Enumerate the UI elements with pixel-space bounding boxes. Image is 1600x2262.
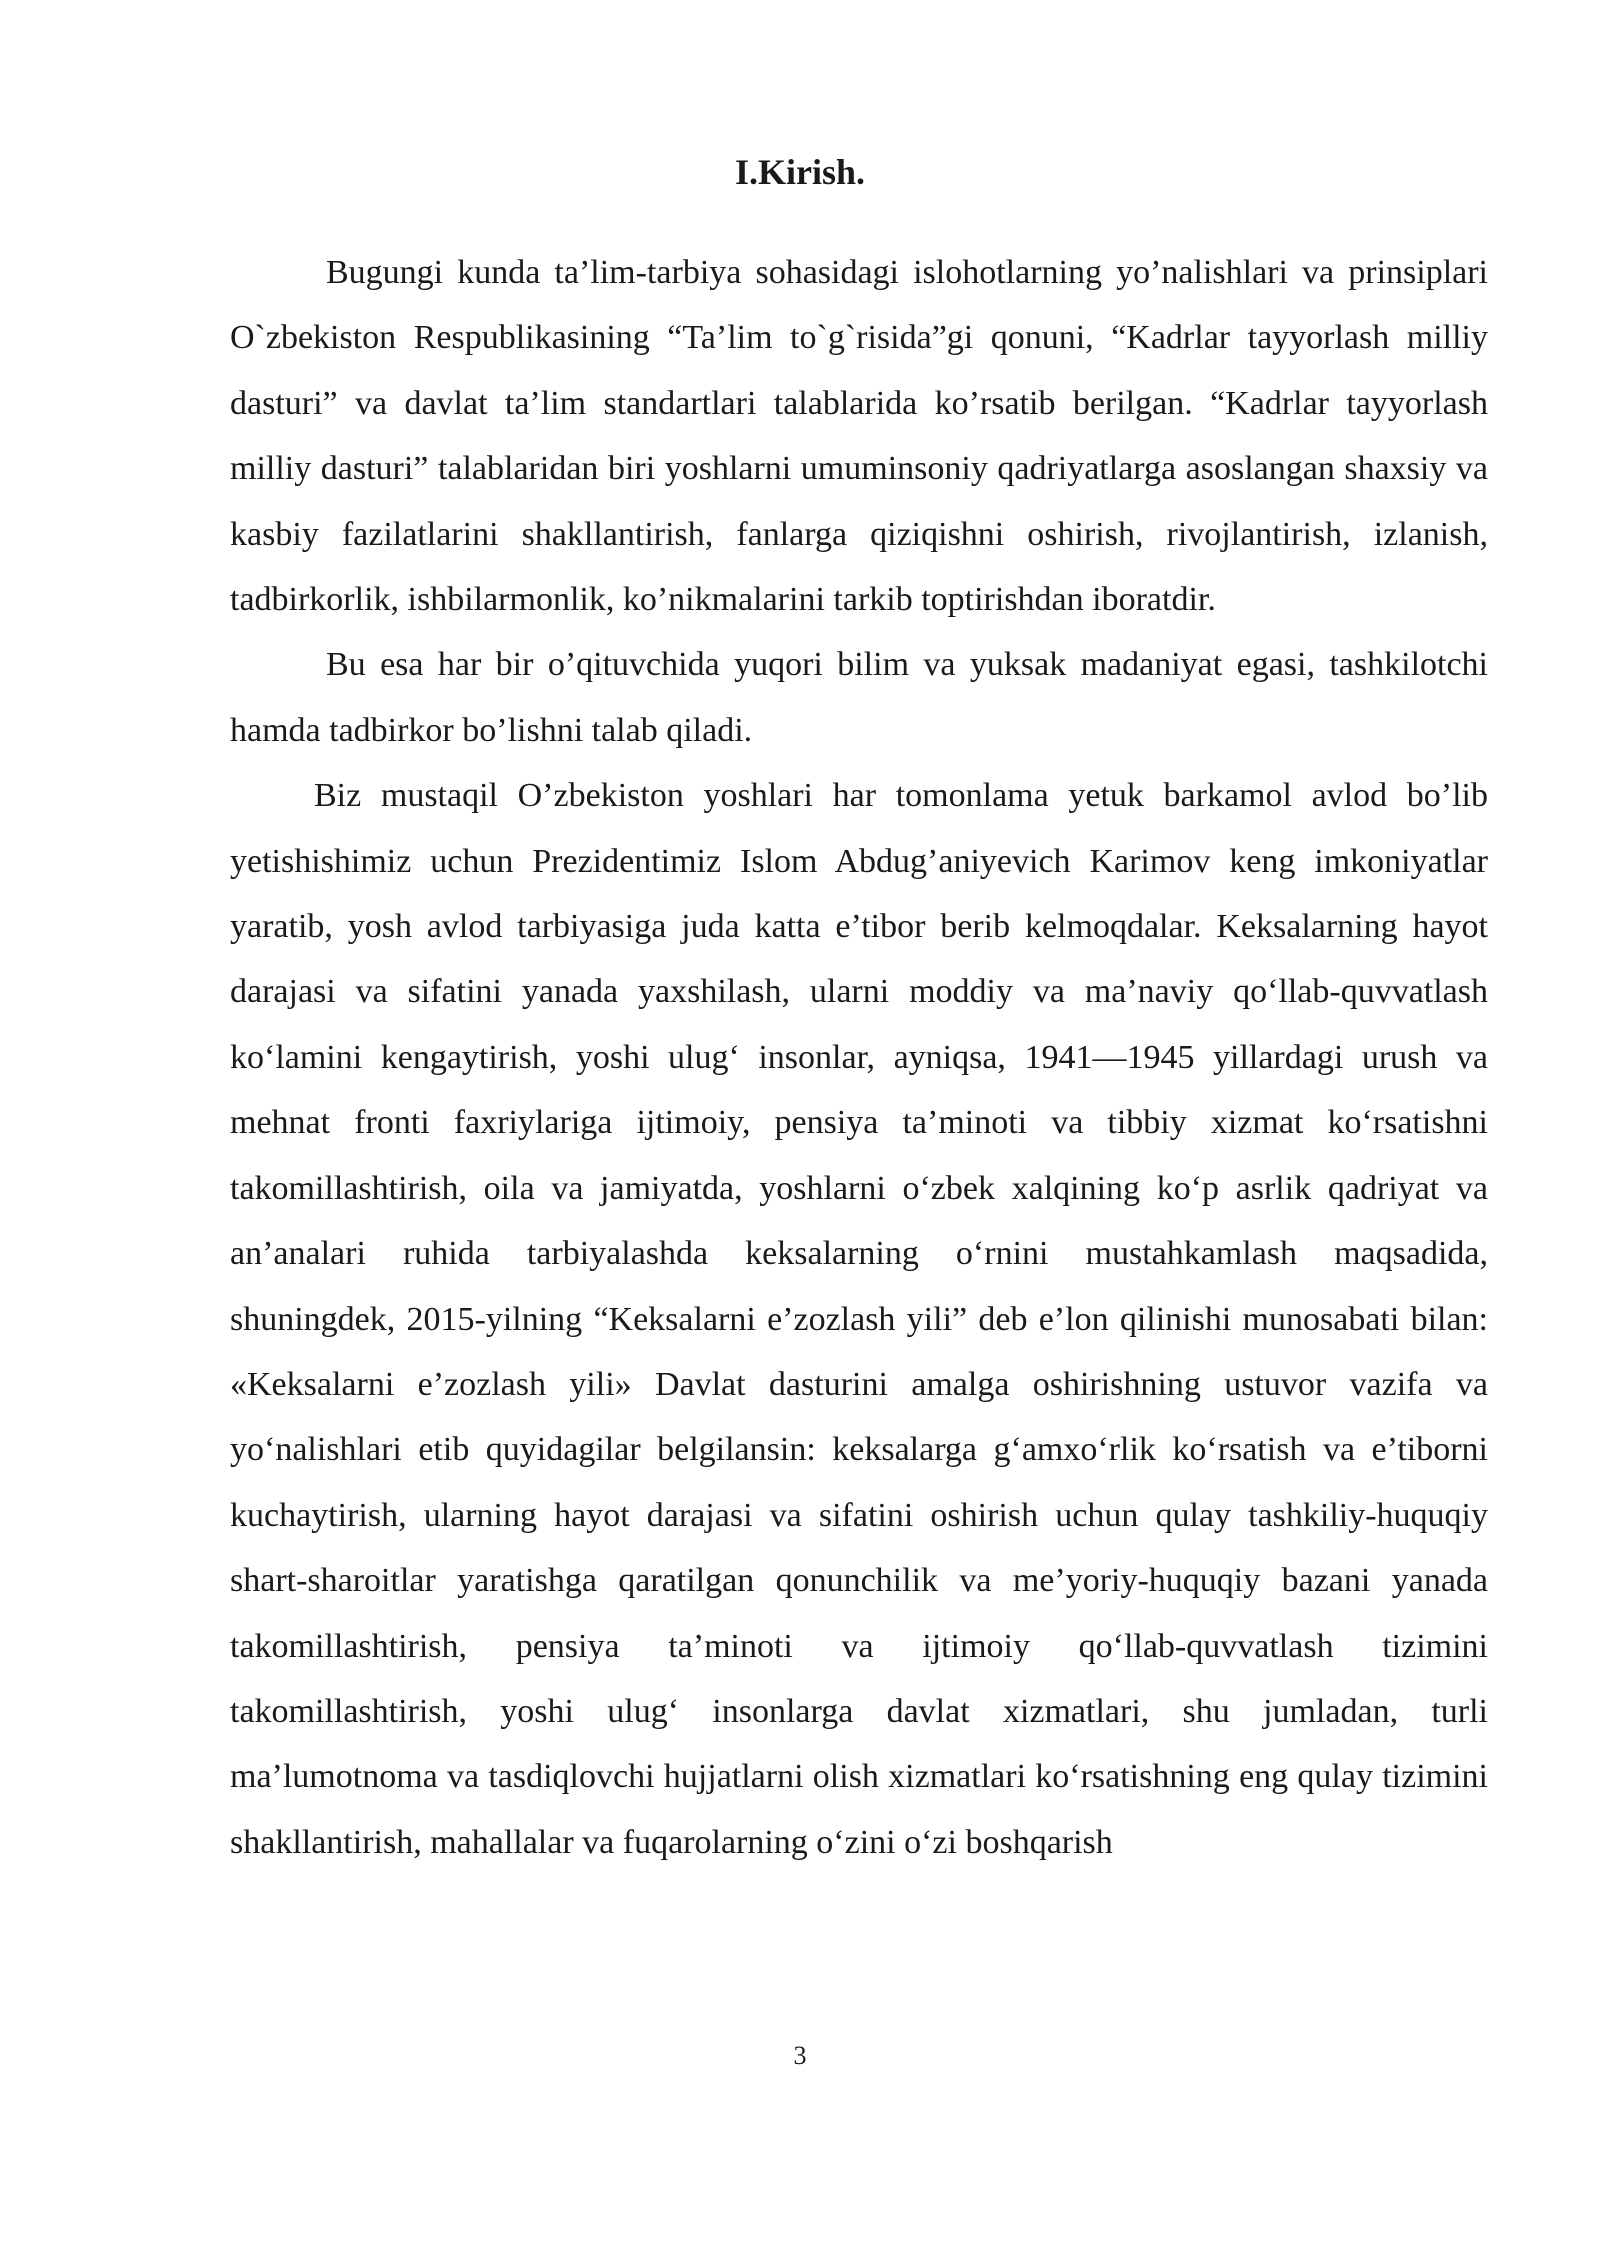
paragraph-3: Biz mustaqil O’zbekiston yoshlari har tomonlama yetuk barkamol avlod bo’lib yetishishimiz uchun Prezidentimiz Islom Abdug’aniyevich Karimov keng imkoniyatlar yaratib, yosh avlod tarbiyasiga juda katta e’tibor berib kelmoqdalar. Keksalarning hayot darajasi va sifatini yanada yaxshilash, ularni moddiy va ma’naviy qo‘llab-quvvatlash ko‘lamini kengaytirish, yoshi ulug‘ insonlar, ayniqsa, 1941—1945 yillardagi urush va mehnat fronti faxriylariga ijtimoiy, pensiya ta’minoti va tibbiy xizmat ko‘rsatishni takomillashtirish, oila va jamiyatda, yoshlarni o‘zbek xalqining ko‘p asrlik qadriyat va an’analari ruhida tarbiyalashda keksalarning o‘rnini mustahkamlash maqsadida, shuningdek, 2015-yilning “Keksalarni e’zozlash yili” deb e’lon qilinishi munosabati bilan: «Keksalarni e’zozlash yili» Davlat dasturini amalga oshirishning ustuvor vazifa va yo‘nalishlari etib quyidagilar belgilansin: keksalarga g‘amxo‘rlik ko‘rsatish va e’tiborni kuchaytirish, ularning hayot darajasi va sifatini oshirish uchun qulay tashkiliy-huquqiy shart-sharoitlar yaratishga qaratilgan qonunchilik va me’yoriy-huquqiy bazani yanada takomillashtirish, pensiya ta’minoti va ijtimoiy qo‘llab-quvvatlash tizimini takomillashtirish, yoshi ulug‘ insonlarga davlat xizmatlari, shu jumladan, turli ma’lumotnoma va tasdiqlovchi hujjatlarni olish xizmatlari ko‘rsatishning eng qulay tizimini shakllantirish, mahallalar va fuqarolarning o‘zini o‘zi boshqarish [230,777,1488,1861]
section-heading: I.Kirish. [734,152,866,192]
body-text [230,240,1488,1875]
paragraph-2: Bu esa har bir o’qituvchida yuqori bilim va yuksak madaniyat egasi, tashkilotchi hamda tadbirkor bo’lishni talab qiladi. [230,646,1488,749]
page-number: 3 [793,2041,807,2070]
paragraph-1: Bugungi kunda ta’lim-tarbiya sohasidagi islohotlarning yo’nalishlari va prinsiplari O`zbekiston Respublikasining “Ta’lim to`g`risida”gi qonuni, “Kadrlar tayyorlash milliy dasturi” va davlat ta’lim standartlari talablarida ko’rsatib berilgan. “Kadrlar tayyorlash milliy dasturi” talablaridan biri yoshlarni umuminsoniy qadriyatlarga asoslangan shaxsiy va kasbiy fazilatlarini shakllantirish, fanlarga qiziqishni oshirish, rivojlantirish, izlanish, tadbirkorlik, ishbilarmonlik, ko’nikmalarini tarkib toptirishdan iboratdir. [230,254,1488,619]
